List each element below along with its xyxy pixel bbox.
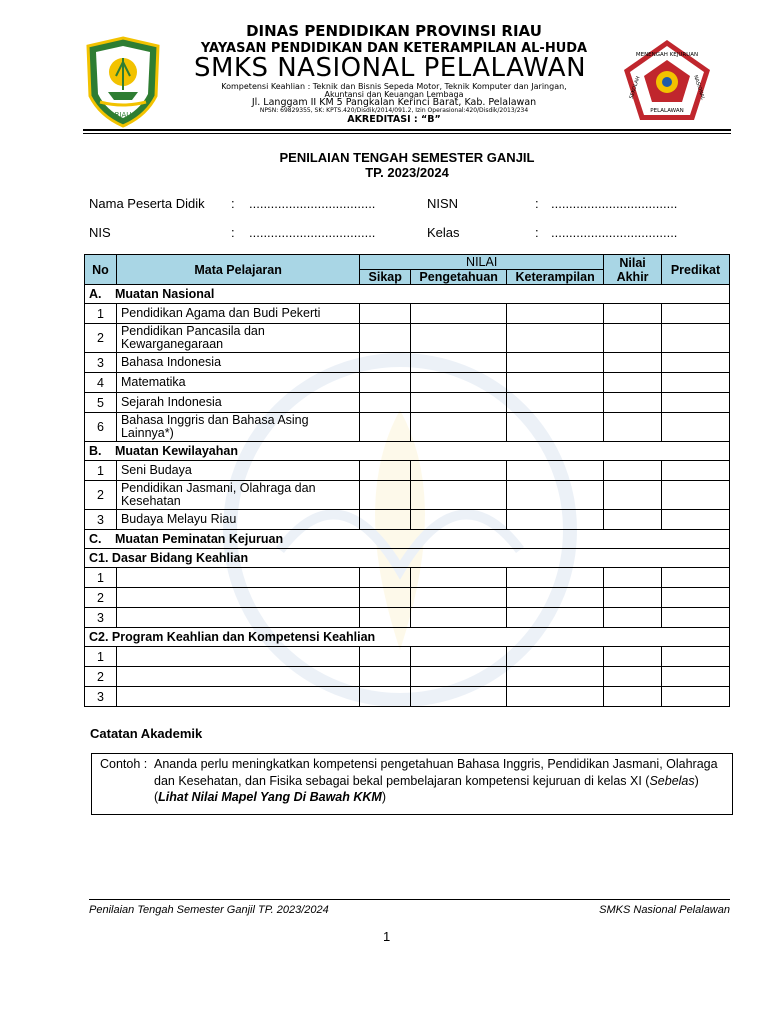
report-title: PENILAIAN TENGAH SEMESTER GANJIL xyxy=(279,150,535,165)
row-number: 6 xyxy=(85,413,117,442)
table-row xyxy=(85,413,730,442)
table-row xyxy=(85,461,730,481)
section-row xyxy=(85,530,730,549)
attitude-score-cell[interactable] xyxy=(360,667,411,687)
table-row xyxy=(85,568,730,588)
class-field[interactable]: ................................... xyxy=(551,225,678,240)
attitude-score-cell[interactable] xyxy=(360,393,411,413)
knowledge-score-cell[interactable] xyxy=(411,353,507,373)
accreditation: AKREDITASI : “B” xyxy=(347,114,441,125)
table-row xyxy=(85,373,730,393)
student-name-label: Nama Peserta Didik xyxy=(89,196,205,211)
notes-text-3: (Lihat Nilai Mapel Yang Di Bawah KKM) xyxy=(154,790,386,804)
knowledge-score-cell[interactable] xyxy=(411,373,507,393)
final-score-cell[interactable] xyxy=(604,461,662,481)
notes-text-1: Ananda perlu meningkatkan kompetensi pengetahuan Bahasa Inggris, Pendidikan Jasmani, Olahraga xyxy=(154,757,718,771)
subject-name xyxy=(116,588,359,608)
skill-score-cell[interactable] xyxy=(507,413,604,442)
nis-field[interactable]: ................................... xyxy=(249,225,376,240)
subject-name: Budaya Melayu Riau xyxy=(116,510,359,530)
subject-name: Bahasa Inggris dan Bahasa Asing Lainnya*) xyxy=(116,413,359,442)
subject-name: Pendidikan Agama dan Budi Pekerti xyxy=(116,304,359,324)
knowledge-score-cell[interactable] xyxy=(411,393,507,413)
letterhead-divider xyxy=(83,129,731,131)
subject-name xyxy=(116,608,359,628)
colon: : xyxy=(535,196,539,211)
table-row xyxy=(85,481,730,510)
row-number: 1 xyxy=(85,461,117,481)
skill-score-cell[interactable] xyxy=(507,568,604,588)
skill-score-cell[interactable] xyxy=(507,588,604,608)
section-label: C2. Program Keahlian dan Kompetensi Keahlian xyxy=(85,628,730,647)
knowledge-score-cell[interactable] xyxy=(411,324,507,353)
final-score-cell[interactable] xyxy=(604,510,662,530)
skill-score-cell[interactable] xyxy=(507,667,604,687)
notes-prefix: Contoh : xyxy=(100,757,148,771)
svg-text:NASIONAL: NASIONAL xyxy=(692,74,706,101)
table-row xyxy=(85,393,730,413)
row-number: 3 xyxy=(85,687,117,707)
attitude-score-cell[interactable] xyxy=(360,353,411,373)
final-score-cell[interactable] xyxy=(604,353,662,373)
table-row xyxy=(85,608,730,628)
attitude-score-cell[interactable] xyxy=(360,647,411,667)
subject-name: Matematika xyxy=(116,373,359,393)
section-row xyxy=(85,285,730,304)
attitude-score-cell[interactable] xyxy=(360,413,411,442)
col-no: No xyxy=(85,255,117,285)
competence-line-1: Kompetensi Keahlian : Teknik dan Bisnis Sepeda Motor, Teknik Komputer dan Jaringan, xyxy=(221,82,567,91)
final-score-cell[interactable] xyxy=(604,373,662,393)
col-subject: Mata Pelajaran xyxy=(116,255,359,285)
final-score-cell[interactable] xyxy=(604,568,662,588)
predicate-cell[interactable] xyxy=(662,393,730,413)
skill-score-cell[interactable] xyxy=(507,647,604,667)
predicate-cell[interactable] xyxy=(662,413,730,442)
final-score-cell[interactable] xyxy=(604,588,662,608)
attitude-score-cell[interactable] xyxy=(360,373,411,393)
predicate-cell[interactable] xyxy=(662,481,730,510)
knowledge-score-cell[interactable] xyxy=(411,667,507,687)
attitude-score-cell[interactable] xyxy=(360,481,411,510)
notes-heading: Catatan Akademik xyxy=(90,726,203,741)
attitude-score-cell[interactable] xyxy=(360,687,411,707)
skill-score-cell[interactable] xyxy=(507,324,604,353)
predicate-cell[interactable] xyxy=(662,304,730,324)
knowledge-score-cell[interactable] xyxy=(411,510,507,530)
final-score-cell[interactable] xyxy=(604,647,662,667)
section-label: C. Muatan Peminatan Kejuruan xyxy=(85,530,730,549)
final-score-cell[interactable] xyxy=(604,413,662,442)
svg-text:RIAU: RIAU xyxy=(114,111,132,119)
col-predicate: Predikat xyxy=(662,255,730,285)
subject-name xyxy=(116,687,359,707)
nisn-field[interactable]: ................................... xyxy=(551,196,678,211)
predicate-cell[interactable] xyxy=(662,667,730,687)
col-skill: Keterampilan xyxy=(507,270,604,285)
row-number: 2 xyxy=(85,667,117,687)
final-score-cell[interactable] xyxy=(604,481,662,510)
table-row xyxy=(85,687,730,707)
section-row xyxy=(85,628,730,647)
row-number: 3 xyxy=(85,608,117,628)
row-number: 1 xyxy=(85,647,117,667)
row-number: 4 xyxy=(85,373,117,393)
table-row xyxy=(85,647,730,667)
skill-score-cell[interactable] xyxy=(507,481,604,510)
knowledge-score-cell[interactable] xyxy=(411,304,507,324)
attitude-score-cell[interactable] xyxy=(360,324,411,353)
colon: : xyxy=(231,196,235,211)
row-number: 1 xyxy=(85,304,117,324)
subject-name: Pendidikan Pancasila dan Kewarganegaraan xyxy=(116,324,359,353)
subject-name: Sejarah Indonesia xyxy=(116,393,359,413)
grades-table xyxy=(84,254,730,707)
school-name: SMKS NASIONAL PELALAWAN xyxy=(193,53,587,83)
subject-name: Bahasa Indonesia xyxy=(116,353,359,373)
skill-score-cell[interactable] xyxy=(507,687,604,707)
final-score-cell[interactable] xyxy=(604,304,662,324)
col-attitude: Sikap xyxy=(360,270,411,285)
attitude-score-cell[interactable] xyxy=(360,510,411,530)
section-label: B. Muatan Kewilayahan xyxy=(85,442,730,461)
attitude-score-cell[interactable] xyxy=(360,461,411,481)
table-row xyxy=(85,353,730,373)
school-address: Jl. Langgam II KM 5 Pangkalan Kerinci Barat, Kab. Pelalawan xyxy=(251,97,537,108)
row-number: 2 xyxy=(85,481,117,510)
report-year: TP. 2023/2024 xyxy=(365,165,449,180)
svg-text:SEKOLAH: SEKOLAH xyxy=(628,75,642,100)
knowledge-score-cell[interactable] xyxy=(411,687,507,707)
student-name-field[interactable]: ................................... xyxy=(249,196,376,211)
svg-text:PELALAWAN: PELALAWAN xyxy=(650,108,684,114)
final-score-cell[interactable] xyxy=(604,608,662,628)
skill-score-cell[interactable] xyxy=(507,304,604,324)
knowledge-score-cell[interactable] xyxy=(411,481,507,510)
nisn-label: NISN xyxy=(427,196,459,211)
table-row xyxy=(85,510,730,530)
attitude-score-cell[interactable] xyxy=(360,568,411,588)
footer-right: SMKS Nasional Pelalawan xyxy=(599,904,730,916)
col-final-score: Nilai Akhir xyxy=(604,255,662,285)
notes-text-2: dan Kesehatan, dan Fisika sebagai bekal pembelajaran kompetensi kejuruan di kelas XI (Sebelas) xyxy=(154,774,699,788)
knowledge-score-cell[interactable] xyxy=(411,568,507,588)
skill-score-cell[interactable] xyxy=(507,608,604,628)
attitude-score-cell[interactable] xyxy=(360,608,411,628)
predicate-cell[interactable] xyxy=(662,588,730,608)
col-nilai: NILAI xyxy=(360,255,604,270)
skill-score-cell[interactable] xyxy=(507,461,604,481)
table-row xyxy=(85,324,730,353)
predicate-cell[interactable] xyxy=(662,324,730,353)
subject-name xyxy=(116,667,359,687)
predicate-cell[interactable] xyxy=(662,687,730,707)
attitude-score-cell[interactable] xyxy=(360,588,411,608)
colon: : xyxy=(535,225,539,240)
table-row xyxy=(85,304,730,324)
knowledge-score-cell[interactable] xyxy=(411,647,507,667)
predicate-cell[interactable] xyxy=(662,608,730,628)
attitude-score-cell[interactable] xyxy=(360,304,411,324)
predicate-cell[interactable] xyxy=(662,510,730,530)
notes-box[interactable] xyxy=(91,753,733,815)
predicate-cell[interactable] xyxy=(662,353,730,373)
row-number: 2 xyxy=(85,588,117,608)
final-score-cell[interactable] xyxy=(604,687,662,707)
nis-label: NIS xyxy=(89,225,111,240)
footer-divider xyxy=(89,899,730,900)
subject-name: Pendidikan Jasmani, Olahraga dan Kesehatan xyxy=(116,481,359,510)
subject-name xyxy=(116,568,359,588)
subject-name xyxy=(116,647,359,667)
final-score-cell[interactable] xyxy=(604,667,662,687)
predicate-cell[interactable] xyxy=(662,647,730,667)
final-score-cell[interactable] xyxy=(604,324,662,353)
section-label: A. Muatan Nasional xyxy=(85,285,730,304)
skill-score-cell[interactable] xyxy=(507,393,604,413)
svg-text:MENENGAH KEJURUAN: MENENGAH KEJURUAN xyxy=(635,52,699,58)
skill-score-cell[interactable] xyxy=(507,510,604,530)
predicate-cell[interactable] xyxy=(662,461,730,481)
row-number: 2 xyxy=(85,324,117,353)
agency-name: DINAS PENDIDIKAN PROVINSI RIAU xyxy=(246,22,542,40)
knowledge-score-cell[interactable] xyxy=(411,588,507,608)
class-label: Kelas xyxy=(427,225,460,240)
final-score-cell[interactable] xyxy=(604,393,662,413)
table-row xyxy=(85,667,730,687)
school-registry: NPSN: 69829355, SK: KPTS.420/Disdik/2014/091.2, Izin Operasional:420/Disdik/2013/234 xyxy=(259,107,529,114)
competence-line-2: Akuntansi dan Keuangan Lembaga xyxy=(324,90,464,99)
foundation-name: YAYASAN PENDIDIKAN DAN KETERAMPILAN AL-HUDA xyxy=(200,41,588,56)
subject-name: Seni Budaya xyxy=(116,461,359,481)
page-number: 1 xyxy=(383,929,391,944)
section-label: C1. Dasar Bidang Keahlian xyxy=(85,549,730,568)
table-row xyxy=(85,588,730,608)
footer-left: Penilaian Tengah Semester Ganjil TP. 2023/2024 xyxy=(89,904,329,916)
section-row xyxy=(85,442,730,461)
skill-score-cell[interactable] xyxy=(507,373,604,393)
predicate-cell[interactable] xyxy=(662,373,730,393)
letterhead-divider-thin xyxy=(83,133,731,134)
section-row xyxy=(85,549,730,568)
colon: : xyxy=(231,225,235,240)
row-number: 1 xyxy=(85,568,117,588)
row-number: 3 xyxy=(85,510,117,530)
row-number: 5 xyxy=(85,393,117,413)
knowledge-score-cell[interactable] xyxy=(411,413,507,442)
row-number: 3 xyxy=(85,353,117,373)
knowledge-score-cell[interactable] xyxy=(411,461,507,481)
knowledge-score-cell[interactable] xyxy=(411,608,507,628)
col-knowledge: Pengetahuan xyxy=(411,270,507,285)
predicate-cell[interactable] xyxy=(662,568,730,588)
skill-score-cell[interactable] xyxy=(507,353,604,373)
